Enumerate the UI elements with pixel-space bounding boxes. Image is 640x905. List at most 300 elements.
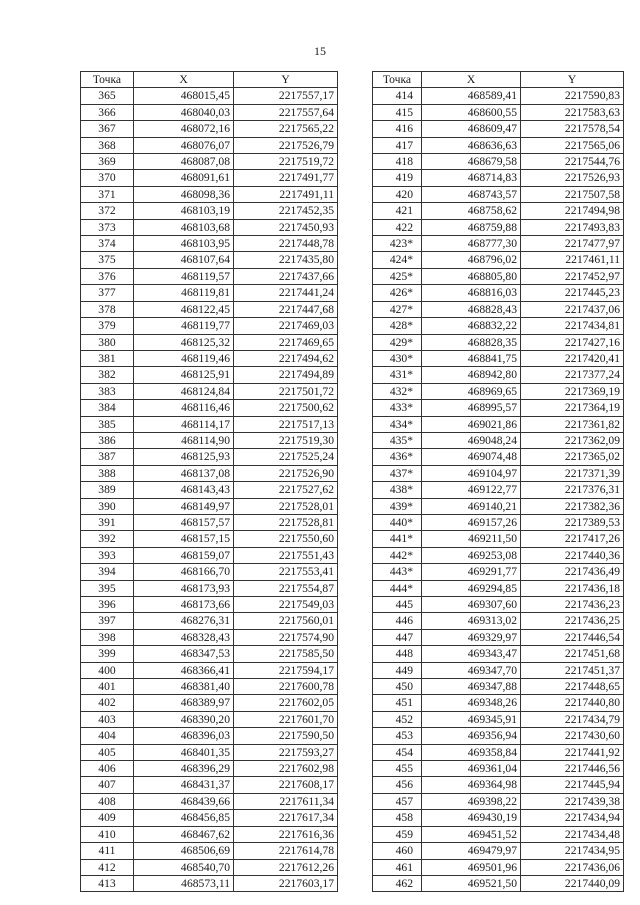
cell-x: 468091,61	[134, 170, 234, 186]
cell-x: 468119,81	[134, 285, 234, 301]
cell-y: 2217436,49	[521, 564, 624, 580]
cell-point: 457	[373, 793, 422, 809]
cell-y: 2217447,68	[234, 301, 338, 317]
table-row	[81, 843, 338, 859]
cell-point: 374	[81, 236, 134, 252]
cell-x: 468125,93	[134, 449, 234, 465]
cell-x: 468076,07	[134, 137, 234, 153]
table-row	[81, 334, 338, 350]
table-row	[81, 662, 338, 678]
cell-x: 469358,84	[422, 744, 521, 760]
table-row	[373, 514, 624, 530]
table-row	[373, 744, 624, 760]
cell-x: 468347,53	[134, 646, 234, 662]
table-row	[373, 597, 624, 613]
cell-y: 2217525,24	[234, 449, 338, 465]
cell-y: 2217493,83	[521, 219, 624, 235]
cell-point: 450	[373, 679, 422, 695]
cell-y: 2217527,62	[234, 482, 338, 498]
cell-y: 2217436,25	[521, 613, 624, 629]
cell-x: 468679,58	[422, 154, 521, 170]
table-row	[81, 777, 338, 793]
table-row	[81, 482, 338, 498]
cell-point: 422	[373, 219, 422, 235]
cell-x: 469074,48	[422, 449, 521, 465]
cell-x: 468125,91	[134, 367, 234, 383]
cell-x: 468439,66	[134, 793, 234, 809]
coordinates-table-right	[372, 71, 624, 892]
cell-x: 468114,17	[134, 416, 234, 432]
table-row	[81, 793, 338, 809]
cell-y: 2217420,41	[521, 350, 624, 366]
cell-point: 385	[81, 416, 134, 432]
table-row	[373, 826, 624, 842]
cell-y: 2217565,22	[234, 121, 338, 137]
cell-y: 2217526,79	[234, 137, 338, 153]
table-row	[81, 121, 338, 137]
cell-point: 448	[373, 646, 422, 662]
cell-y: 2217550,60	[234, 531, 338, 547]
cell-y: 2217434,48	[521, 826, 624, 842]
cell-y: 2217585,50	[234, 646, 338, 662]
table-row	[373, 777, 624, 793]
cell-y: 2217560,01	[234, 613, 338, 629]
cell-y: 2217603,17	[234, 875, 338, 891]
cell-point: 407	[81, 777, 134, 793]
cell-point: 411	[81, 843, 134, 859]
table-row	[81, 203, 338, 219]
table-row	[373, 137, 624, 153]
table-row	[373, 285, 624, 301]
table-row	[81, 301, 338, 317]
cell-y: 2217362,09	[521, 432, 624, 448]
cell-x: 469343,47	[422, 646, 521, 662]
cell-x: 469347,88	[422, 679, 521, 695]
cell-y: 2217434,79	[521, 711, 624, 727]
cell-point: 403	[81, 711, 134, 727]
table-row	[373, 432, 624, 448]
cell-y: 2217446,54	[521, 629, 624, 645]
cell-x: 468805,80	[422, 268, 521, 284]
table-row	[81, 432, 338, 448]
cell-x: 468573,11	[134, 875, 234, 891]
table-row	[81, 547, 338, 563]
cell-y: 2217494,89	[234, 367, 338, 383]
cell-y: 2217553,41	[234, 564, 338, 580]
cell-x: 468040,03	[134, 104, 234, 120]
cell-point: 391	[81, 514, 134, 530]
cell-point: 412	[81, 859, 134, 875]
cell-x: 469021,86	[422, 416, 521, 432]
cell-point: 418	[373, 154, 422, 170]
cell-x: 469356,94	[422, 728, 521, 744]
cell-point: 389	[81, 482, 134, 498]
table-row	[373, 318, 624, 334]
cell-point: 370	[81, 170, 134, 186]
table-row	[373, 400, 624, 416]
cell-x: 468431,37	[134, 777, 234, 793]
table-row	[81, 449, 338, 465]
cell-point: 409	[81, 810, 134, 826]
cell-x: 469211,50	[422, 531, 521, 547]
cell-point: 395	[81, 580, 134, 596]
cell-point: 460	[373, 843, 422, 859]
cell-x: 468124,84	[134, 383, 234, 399]
table-row	[81, 597, 338, 613]
cell-point: 414	[373, 88, 422, 104]
cell-point: 416	[373, 121, 422, 137]
cell-point: 413	[81, 875, 134, 891]
table-row	[81, 629, 338, 645]
cell-y: 2217451,68	[521, 646, 624, 662]
table-row	[81, 416, 338, 432]
cell-x: 468137,08	[134, 465, 234, 481]
cell-x: 468166,70	[134, 564, 234, 580]
cell-y: 2217382,36	[521, 498, 624, 514]
table-row	[81, 137, 338, 153]
cell-y: 2217593,27	[234, 744, 338, 760]
table-row	[81, 186, 338, 202]
cell-point: 434*	[373, 416, 422, 432]
table-row	[373, 186, 624, 202]
cell-x: 468758,62	[422, 203, 521, 219]
cell-point: 394	[81, 564, 134, 580]
cell-y: 2217441,92	[521, 744, 624, 760]
cell-y: 2217377,24	[521, 367, 624, 383]
cell-x: 469140,21	[422, 498, 521, 514]
cell-point: 415	[373, 104, 422, 120]
cell-y: 2217491,11	[234, 186, 338, 202]
cell-point: 392	[81, 531, 134, 547]
cell-y: 2217452,97	[521, 268, 624, 284]
table-row	[81, 383, 338, 399]
cell-y: 2217445,23	[521, 285, 624, 301]
cell-point: 449	[373, 662, 422, 678]
cell-y: 2217436,23	[521, 597, 624, 613]
table-row	[81, 318, 338, 334]
cell-y: 2217517,13	[234, 416, 338, 432]
cell-y: 2217371,39	[521, 465, 624, 481]
cell-point: 371	[81, 186, 134, 202]
cell-point: 462	[373, 875, 422, 891]
cell-y: 2217500,62	[234, 400, 338, 416]
cell-point: 443*	[373, 564, 422, 580]
header-x: X	[422, 72, 521, 88]
cell-x: 468107,64	[134, 252, 234, 268]
cell-y: 2217434,81	[521, 318, 624, 334]
table-row	[373, 859, 624, 875]
cell-x: 468072,16	[134, 121, 234, 137]
cell-point: 456	[373, 777, 422, 793]
cell-point: 382	[81, 367, 134, 383]
cell-y: 2217519,30	[234, 432, 338, 448]
cell-point: 405	[81, 744, 134, 760]
cell-point: 398	[81, 629, 134, 645]
table-row	[81, 728, 338, 744]
cell-point: 388	[81, 465, 134, 481]
cell-y: 2217369,19	[521, 383, 624, 399]
cell-y: 2217583,63	[521, 104, 624, 120]
cell-x: 468777,30	[422, 236, 521, 252]
table-row	[81, 564, 338, 580]
cell-point: 429*	[373, 334, 422, 350]
cell-y: 2217616,36	[234, 826, 338, 842]
table-row	[81, 400, 338, 416]
cell-point: 420	[373, 186, 422, 202]
table-row	[373, 711, 624, 727]
cell-point: 406	[81, 761, 134, 777]
table-row	[373, 482, 624, 498]
table-row	[81, 514, 338, 530]
cell-point: 444*	[373, 580, 422, 596]
cell-point: 380	[81, 334, 134, 350]
cell-x: 468328,43	[134, 629, 234, 645]
cell-point: 447	[373, 629, 422, 645]
cell-x: 469348,26	[422, 695, 521, 711]
cell-x: 468149,97	[134, 498, 234, 514]
cell-y: 2217452,35	[234, 203, 338, 219]
cell-x: 468589,41	[422, 88, 521, 104]
cell-x: 468467,62	[134, 826, 234, 842]
table-row	[81, 695, 338, 711]
cell-y: 2217565,06	[521, 137, 624, 153]
cell-x: 468390,20	[134, 711, 234, 727]
cell-x: 469048,24	[422, 432, 521, 448]
cell-y: 2217544,76	[521, 154, 624, 170]
cell-x: 468143,43	[134, 482, 234, 498]
cell-x: 468995,57	[422, 400, 521, 416]
cell-point: 390	[81, 498, 134, 514]
cell-x: 469329,97	[422, 629, 521, 645]
cell-y: 2217437,66	[234, 268, 338, 284]
table-row	[373, 875, 624, 891]
cell-y: 2217439,38	[521, 793, 624, 809]
table-row	[373, 350, 624, 366]
cell-y: 2217578,54	[521, 121, 624, 137]
cell-x: 469451,52	[422, 826, 521, 842]
cell-x: 468103,68	[134, 219, 234, 235]
table-row	[81, 219, 338, 235]
cell-x: 468381,40	[134, 679, 234, 695]
table-row	[81, 170, 338, 186]
cell-x: 469307,60	[422, 597, 521, 613]
table-row	[81, 285, 338, 301]
table-row	[81, 252, 338, 268]
table-row	[373, 104, 624, 120]
cell-x: 468743,57	[422, 186, 521, 202]
cell-x: 469521,50	[422, 875, 521, 891]
table-row	[81, 465, 338, 481]
cell-point: 417	[373, 137, 422, 153]
cell-x: 469157,26	[422, 514, 521, 530]
cell-y: 2217528,81	[234, 514, 338, 530]
table-row	[373, 252, 624, 268]
table-row	[373, 547, 624, 563]
cell-point: 379	[81, 318, 134, 334]
cell-x: 468015,45	[134, 88, 234, 104]
cell-x: 468796,02	[422, 252, 521, 268]
coordinates-table-left	[80, 71, 338, 892]
table-row	[373, 793, 624, 809]
cell-x: 468119,77	[134, 318, 234, 334]
cell-point: 410	[81, 826, 134, 842]
header-point: Точка	[373, 72, 422, 88]
table-row	[373, 268, 624, 284]
table-row	[373, 564, 624, 580]
cell-y: 2217448,78	[234, 236, 338, 252]
table-row	[373, 154, 624, 170]
cell-point: 424*	[373, 252, 422, 268]
cell-x: 469501,96	[422, 859, 521, 875]
cell-y: 2217441,24	[234, 285, 338, 301]
cell-point: 399	[81, 646, 134, 662]
cell-point: 368	[81, 137, 134, 153]
cell-point: 386	[81, 432, 134, 448]
cell-x: 468276,31	[134, 613, 234, 629]
cell-point: 437*	[373, 465, 422, 481]
cell-x: 468540,70	[134, 859, 234, 875]
table-row	[81, 580, 338, 596]
cell-x: 468828,43	[422, 301, 521, 317]
cell-point: 461	[373, 859, 422, 875]
header-point: Точка	[81, 72, 134, 88]
cell-x: 468366,41	[134, 662, 234, 678]
cell-point: 384	[81, 400, 134, 416]
cell-y: 2217551,43	[234, 547, 338, 563]
cell-x: 469345,91	[422, 711, 521, 727]
table-row	[373, 301, 624, 317]
cell-point: 408	[81, 793, 134, 809]
cell-point: 459	[373, 826, 422, 842]
cell-x: 468157,15	[134, 531, 234, 547]
cell-point: 397	[81, 613, 134, 629]
table-row	[81, 859, 338, 875]
cell-point: 435*	[373, 432, 422, 448]
cell-point: 441*	[373, 531, 422, 547]
cell-x: 468103,95	[134, 236, 234, 252]
cell-x: 468389,97	[134, 695, 234, 711]
cell-y: 2217491,77	[234, 170, 338, 186]
cell-point: 455	[373, 761, 422, 777]
table-row	[373, 695, 624, 711]
cell-y: 2217526,90	[234, 465, 338, 481]
cell-x: 468714,83	[422, 170, 521, 186]
cell-y: 2217477,97	[521, 236, 624, 252]
table-row	[81, 810, 338, 826]
cell-point: 383	[81, 383, 134, 399]
cell-point: 365	[81, 88, 134, 104]
cell-point: 402	[81, 695, 134, 711]
cell-y: 2217608,17	[234, 777, 338, 793]
cell-x: 468969,65	[422, 383, 521, 399]
cell-x: 468125,32	[134, 334, 234, 350]
table-row	[81, 679, 338, 695]
cell-point: 426*	[373, 285, 422, 301]
cell-y: 2217365,02	[521, 449, 624, 465]
table-header-row	[81, 72, 338, 88]
table-row	[373, 449, 624, 465]
table-row	[81, 367, 338, 383]
cell-point: 433*	[373, 400, 422, 416]
cell-y: 2217554,87	[234, 580, 338, 596]
cell-y: 2217601,70	[234, 711, 338, 727]
cell-x: 468841,75	[422, 350, 521, 366]
cell-y: 2217612,26	[234, 859, 338, 875]
table-row	[81, 350, 338, 366]
cell-y: 2217376,31	[521, 482, 624, 498]
table-row	[81, 613, 338, 629]
cell-y: 2217617,34	[234, 810, 338, 826]
cell-y: 2217519,72	[234, 154, 338, 170]
cell-point: 425*	[373, 268, 422, 284]
cell-y: 2217440,80	[521, 695, 624, 711]
cell-x: 469253,08	[422, 547, 521, 563]
table-row	[373, 679, 624, 695]
cell-y: 2217445,94	[521, 777, 624, 793]
table-row	[81, 498, 338, 514]
cell-y: 2217450,93	[234, 219, 338, 235]
table-row	[373, 843, 624, 859]
cell-point: 378	[81, 301, 134, 317]
cell-x: 468942,80	[422, 367, 521, 383]
cell-y: 2217507,58	[521, 186, 624, 202]
cell-point: 432*	[373, 383, 422, 399]
table-row	[373, 88, 624, 104]
cell-y: 2217461,11	[521, 252, 624, 268]
cell-y: 2217602,98	[234, 761, 338, 777]
table-row	[81, 646, 338, 662]
cell-point: 401	[81, 679, 134, 695]
cell-x: 468396,29	[134, 761, 234, 777]
table-row	[373, 629, 624, 645]
cell-y: 2217361,82	[521, 416, 624, 432]
cell-point: 377	[81, 285, 134, 301]
cell-x: 468506,69	[134, 843, 234, 859]
cell-point: 451	[373, 695, 422, 711]
cell-point: 404	[81, 728, 134, 744]
cell-y: 2217600,78	[234, 679, 338, 695]
cell-y: 2217430,60	[521, 728, 624, 744]
header-x: X	[134, 72, 234, 88]
cell-x: 469347,70	[422, 662, 521, 678]
cell-x: 468159,07	[134, 547, 234, 563]
cell-point: 376	[81, 268, 134, 284]
cell-point: 452	[373, 711, 422, 727]
cell-y: 2217549,03	[234, 597, 338, 613]
table-row	[373, 646, 624, 662]
cell-x: 468122,45	[134, 301, 234, 317]
cell-point: 438*	[373, 482, 422, 498]
table-row	[373, 761, 624, 777]
cell-point: 436*	[373, 449, 422, 465]
cell-y: 2217448,65	[521, 679, 624, 695]
cell-y: 2217437,06	[521, 301, 624, 317]
cell-y: 2217501,72	[234, 383, 338, 399]
cell-x: 469104,97	[422, 465, 521, 481]
table-row	[81, 875, 338, 891]
cell-point: 430*	[373, 350, 422, 366]
cell-point: 372	[81, 203, 134, 219]
table-row	[373, 367, 624, 383]
cell-point: 375	[81, 252, 134, 268]
cell-point: 387	[81, 449, 134, 465]
cell-x: 468636,63	[422, 137, 521, 153]
table-row	[81, 826, 338, 842]
table-row	[81, 268, 338, 284]
cell-x: 469291,77	[422, 564, 521, 580]
table-row	[81, 711, 338, 727]
table-row	[373, 170, 624, 186]
